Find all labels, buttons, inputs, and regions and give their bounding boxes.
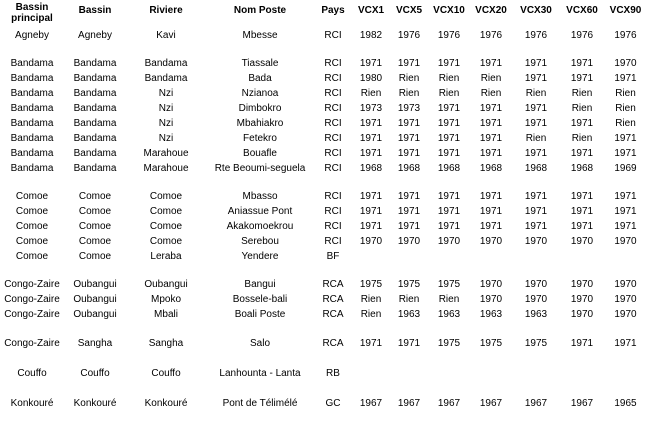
header-cell: Nom Poste xyxy=(233,5,287,16)
table-cell: 1968 xyxy=(437,163,461,174)
table-cell: Rien xyxy=(615,118,636,129)
table-cell: 1975 xyxy=(479,338,503,349)
table-cell: RCA xyxy=(322,294,344,305)
table-cell: Congo-Zaire xyxy=(4,338,60,349)
table-cell: Marahoue xyxy=(143,163,189,174)
table-cell: Rien xyxy=(615,88,636,99)
table-cell: 1971 xyxy=(397,118,421,129)
table-cell: 1970 xyxy=(614,279,637,290)
table-cell: 1971 xyxy=(570,206,594,217)
table-row xyxy=(0,57,647,71)
table-cell: Serebou xyxy=(241,236,279,247)
table-cell: Mbesse xyxy=(242,30,278,41)
table-cell: 1971 xyxy=(479,148,503,159)
header-cell: VCX60 xyxy=(566,5,598,16)
table-cell xyxy=(390,367,428,381)
table-cell: Rien xyxy=(438,294,460,305)
table-cell: 1971 xyxy=(479,221,503,232)
table-cell: RCI xyxy=(324,206,342,217)
table-row xyxy=(0,205,647,219)
table-cell: 1971 xyxy=(524,221,548,232)
table-cell: BF xyxy=(326,251,340,262)
table-cell: RCI xyxy=(324,73,342,84)
table-cell: 1971 xyxy=(614,191,637,202)
table-cell: Sangha xyxy=(148,338,184,349)
table-cell: Rien xyxy=(398,294,420,305)
table-cell: Rien xyxy=(615,103,636,114)
table-cell: 1971 xyxy=(437,58,461,69)
table-cell: 1970 xyxy=(437,236,461,247)
table-cell: 1976 xyxy=(570,30,594,41)
table-cell: Bouafle xyxy=(243,148,277,159)
header-cell: VCX5 xyxy=(395,5,423,16)
table-cell: Bandama xyxy=(73,103,117,114)
table-cell: 1968 xyxy=(570,163,594,174)
table-cell: 1971 xyxy=(524,191,548,202)
table-cell: 1975 xyxy=(437,279,461,290)
table-row xyxy=(0,235,647,249)
table-cell: 1971 xyxy=(397,58,421,69)
table-row xyxy=(0,337,647,351)
table-cell: Bandama xyxy=(144,58,188,69)
table-cell: Konkouré xyxy=(144,398,188,409)
table-cell: 1976 xyxy=(524,30,548,41)
header-cell: VCX20 xyxy=(475,5,507,16)
table-cell: 1971 xyxy=(479,118,503,129)
table-row xyxy=(0,162,647,176)
table-cell: 1971 xyxy=(437,148,461,159)
table-cell xyxy=(604,250,647,264)
table-cell: 1971 xyxy=(397,133,421,144)
table-cell: 1969 xyxy=(614,163,637,174)
table-cell: 1967 xyxy=(570,398,594,409)
table-cell: Pont de Télimélé xyxy=(222,398,298,409)
table-cell xyxy=(428,367,470,381)
table-cell xyxy=(352,250,390,264)
table-cell: Couffo xyxy=(17,368,47,379)
table-cell: 1971 xyxy=(437,206,461,217)
table-cell: 1971 xyxy=(479,103,503,114)
table-cell: 1970 xyxy=(570,294,594,305)
table-cell: Comoe xyxy=(149,206,183,217)
table-cell: Comoe xyxy=(78,221,112,232)
table-cell: Bandama xyxy=(10,88,54,99)
table-cell: 1971 xyxy=(614,206,637,217)
table-cell: Comoe xyxy=(78,191,112,202)
table-cell: 1970 xyxy=(359,236,383,247)
table-cell: RCA xyxy=(322,279,344,290)
table-cell: 1971 xyxy=(524,58,548,69)
table-cell: RCI xyxy=(324,163,342,174)
table-cell xyxy=(604,367,647,381)
table-cell: 1975 xyxy=(437,338,461,349)
table-cell: 1970 xyxy=(397,236,421,247)
table-cell: Marahoue xyxy=(143,148,189,159)
table-cell: Congo-Zaire xyxy=(4,294,60,305)
table-cell: Rien xyxy=(438,73,460,84)
table-cell: 1975 xyxy=(524,338,548,349)
table-cell: 1970 xyxy=(479,279,503,290)
table-cell: Tiassale xyxy=(241,58,279,69)
table-cell xyxy=(512,250,560,264)
header-cell: Pays xyxy=(321,5,345,16)
table-row xyxy=(0,117,647,131)
table-cell: Couffo xyxy=(80,368,110,379)
table-cell: Comoe xyxy=(78,206,112,217)
header-cell: Riviere xyxy=(149,5,183,16)
table-row xyxy=(0,293,647,307)
table-cell: 1970 xyxy=(524,236,548,247)
table-cell: Rien xyxy=(480,73,502,84)
table-row xyxy=(0,72,647,86)
table-cell: 1970 xyxy=(524,294,548,305)
table-cell: Comoe xyxy=(78,236,112,247)
table-cell: 1971 xyxy=(437,133,461,144)
table-cell: Rien xyxy=(398,73,420,84)
table-cell: Salo xyxy=(249,338,270,349)
table-cell: Comoe xyxy=(149,221,183,232)
table-cell: RCI xyxy=(324,58,342,69)
table-cell: Leraba xyxy=(150,251,182,262)
table-cell: 1970 xyxy=(570,279,594,290)
header-bassin-principal-line1: Bassin xyxy=(15,2,49,13)
table-cell xyxy=(470,367,512,381)
table-cell: 1971 xyxy=(359,133,383,144)
table-row xyxy=(0,102,647,116)
table-cell: Oubangui xyxy=(73,309,117,320)
table-cell: Bandama xyxy=(10,133,54,144)
table-cell: 1965 xyxy=(614,398,637,409)
table-cell: Bandama xyxy=(73,73,117,84)
table-cell: 1970 xyxy=(614,309,637,320)
table-cell: Comoe xyxy=(15,191,49,202)
table-cell: 1970 xyxy=(479,236,503,247)
table-cell: Lanhounta - Lanta xyxy=(219,368,301,379)
table-cell: Rien xyxy=(398,88,420,99)
table-cell: Rien xyxy=(525,88,547,99)
table-row xyxy=(0,29,647,43)
table-cell: Bandama xyxy=(73,118,117,129)
table-row xyxy=(0,278,647,292)
table-cell: Mbali xyxy=(154,309,178,320)
table-cell: 1971 xyxy=(479,206,503,217)
table-cell: 1973 xyxy=(397,103,421,114)
table-cell: 1971 xyxy=(359,148,383,159)
table-cell: Comoe xyxy=(149,236,183,247)
table-cell: 1963 xyxy=(524,309,548,320)
table-cell: 1976 xyxy=(437,30,461,41)
table-cell: 1971 xyxy=(570,191,594,202)
table-cell: 1963 xyxy=(397,309,421,320)
table-cell: 1970 xyxy=(614,294,637,305)
table-cell: 1963 xyxy=(479,309,503,320)
header-cell: VCX30 xyxy=(520,5,552,16)
table-cell: 1970 xyxy=(524,279,548,290)
table-cell: 1971 xyxy=(359,118,383,129)
table-row xyxy=(0,147,647,161)
table-cell: RCI xyxy=(324,103,342,114)
table-cell: RCI xyxy=(324,221,342,232)
table-cell: Mpoko xyxy=(150,294,181,305)
table-cell: 1971 xyxy=(614,73,637,84)
table-cell: 1971 xyxy=(570,118,594,129)
table-cell: 1970 xyxy=(614,236,637,247)
table-cell xyxy=(560,367,604,381)
table-cell: Couffo xyxy=(151,368,181,379)
table-cell: 1968 xyxy=(359,163,383,174)
table-cell: Bandama xyxy=(10,103,54,114)
table-cell: 1971 xyxy=(524,103,548,114)
table-cell: 1971 xyxy=(359,338,383,349)
table-cell: 1971 xyxy=(479,133,503,144)
table-cell: 1971 xyxy=(524,148,548,159)
table-cell: Rien xyxy=(571,103,593,114)
table-cell: RCI xyxy=(324,30,342,41)
table-cell: Konkouré xyxy=(10,398,54,409)
table-cell: 1975 xyxy=(397,279,421,290)
table-cell: 1971 xyxy=(570,338,594,349)
table-cell: 1971 xyxy=(397,191,421,202)
table-cell: Bandama xyxy=(10,163,54,174)
table-cell: 1971 xyxy=(524,118,548,129)
table-cell xyxy=(512,367,560,381)
table-cell: Nzi xyxy=(158,88,174,99)
table-cell: Comoe xyxy=(15,221,49,232)
table-cell: Sangha xyxy=(77,338,113,349)
table-cell: Bandama xyxy=(10,73,54,84)
table-cell: 1967 xyxy=(437,398,461,409)
table-row xyxy=(0,397,647,411)
table-cell: Bandama xyxy=(73,58,117,69)
table-cell: Rien xyxy=(360,294,382,305)
table-cell: 1970 xyxy=(570,309,594,320)
table-cell xyxy=(560,250,604,264)
header-bassin-principal xyxy=(0,2,64,26)
table-cell: Fetekro xyxy=(243,133,277,144)
table-cell: 1971 xyxy=(479,191,503,202)
header-bassin-principal-line2: principal xyxy=(11,13,53,24)
table-cell: 1971 xyxy=(614,221,637,232)
header-row xyxy=(0,2,647,24)
table-cell: Bandama xyxy=(73,88,117,99)
table-cell: Agneby xyxy=(15,30,49,41)
table-cell: Boali Poste xyxy=(234,309,286,320)
table-cell: 1967 xyxy=(479,398,503,409)
table-cell: RCA xyxy=(322,338,344,349)
table-cell: 1976 xyxy=(479,30,503,41)
table-cell: RCI xyxy=(324,88,342,99)
table-cell: RCI xyxy=(324,118,342,129)
table-cell: Akakomoekrou xyxy=(226,221,294,232)
table-cell: Oubangui xyxy=(73,294,117,305)
table-cell: 1971 xyxy=(570,73,594,84)
table-cell: Mbasso xyxy=(242,191,278,202)
table-cell: Aniassue Pont xyxy=(227,206,293,217)
table-cell: Rien xyxy=(525,133,547,144)
table-cell: Nzi xyxy=(158,133,174,144)
table-cell: 1971 xyxy=(359,58,383,69)
table-cell: Rien xyxy=(571,88,593,99)
table-cell: Yendere xyxy=(241,251,279,262)
table-cell: 1971 xyxy=(397,148,421,159)
table-cell: 1976 xyxy=(614,30,637,41)
table-cell: RCI xyxy=(324,148,342,159)
table-cell: 1971 xyxy=(570,58,594,69)
table-row xyxy=(0,87,647,101)
table-cell: 1971 xyxy=(359,221,383,232)
table-cell: 1971 xyxy=(524,73,548,84)
table-cell: 1971 xyxy=(359,191,383,202)
table-cell: Kavi xyxy=(156,30,176,41)
table-cell xyxy=(470,250,512,264)
table-cell: Konkouré xyxy=(73,398,117,409)
table-cell: 1971 xyxy=(437,191,461,202)
table-cell: Nzi xyxy=(158,118,174,129)
table-cell: 1971 xyxy=(570,221,594,232)
table-cell: 1967 xyxy=(359,398,383,409)
table-cell: Dimbokro xyxy=(238,103,282,114)
table-cell: Bangui xyxy=(244,279,276,290)
table-cell: Rien xyxy=(571,133,593,144)
table-cell: Bandama xyxy=(73,133,117,144)
table-cell: 1973 xyxy=(359,103,383,114)
table-cell: 1971 xyxy=(397,338,421,349)
table-cell: 1967 xyxy=(524,398,548,409)
header-cell: VCX10 xyxy=(433,5,465,16)
table-cell: Bandama xyxy=(10,118,54,129)
table-cell: RCA xyxy=(322,309,344,320)
table-cell: 1970 xyxy=(570,236,594,247)
table-cell: Bandama xyxy=(73,163,117,174)
table-cell: 1971 xyxy=(397,221,421,232)
table-cell: RCI xyxy=(324,236,342,247)
table-cell: Nzianoa xyxy=(241,88,279,99)
table-cell xyxy=(390,250,428,264)
table-cell: Oubangui xyxy=(73,279,117,290)
table-cell: RCI xyxy=(324,191,342,202)
table-cell: 1980 xyxy=(359,73,383,84)
table-cell: 1976 xyxy=(397,30,421,41)
table-cell: Bandama xyxy=(10,148,54,159)
table-cell: Mbahiakro xyxy=(236,118,284,129)
table-cell: 1963 xyxy=(437,309,461,320)
table-cell: Agneby xyxy=(78,30,112,41)
table-cell: 1971 xyxy=(437,103,461,114)
table-cell: Congo-Zaire xyxy=(4,309,60,320)
table-cell: Congo-Zaire xyxy=(4,279,60,290)
table-cell: 1968 xyxy=(397,163,421,174)
table-cell: 1975 xyxy=(359,279,383,290)
table-cell: Comoe xyxy=(15,236,49,247)
table-row xyxy=(0,367,647,381)
table-cell: 1971 xyxy=(397,206,421,217)
table-cell: Bossele-bali xyxy=(232,294,288,305)
table-cell: RB xyxy=(326,368,340,379)
table-cell: 1970 xyxy=(614,58,637,69)
table-cell: Rte Beoumi-seguela xyxy=(214,163,306,174)
table-row xyxy=(0,308,647,322)
table-cell: Comoe xyxy=(15,206,49,217)
table-cell: Comoe xyxy=(78,251,112,262)
table-cell: GC xyxy=(325,398,341,409)
table-cell: Bandama xyxy=(73,148,117,159)
table-cell: 1982 xyxy=(359,30,383,41)
table-cell: 1971 xyxy=(614,338,637,349)
table-cell: RCI xyxy=(324,133,342,144)
table-cell: 1971 xyxy=(479,58,503,69)
header-cell: VCX90 xyxy=(609,5,642,16)
table-cell: 1971 xyxy=(614,133,637,144)
table-cell: 1971 xyxy=(570,148,594,159)
table-cell: 1967 xyxy=(397,398,421,409)
table-cell: Rien xyxy=(360,88,382,99)
table-cell: 1971 xyxy=(614,148,637,159)
table-row xyxy=(0,250,647,264)
header-cell: VCX1 xyxy=(357,5,385,16)
table-row xyxy=(0,220,647,234)
table-cell: Bada xyxy=(248,73,272,84)
table-cell xyxy=(428,250,470,264)
header-cell: Bassin xyxy=(78,5,112,16)
table-cell: Rien xyxy=(480,88,502,99)
table-row xyxy=(0,190,647,204)
table-cell: Oubangui xyxy=(144,279,188,290)
table-cell: Bandama xyxy=(144,73,188,84)
table-cell: 1968 xyxy=(524,163,548,174)
table-cell xyxy=(352,367,390,381)
table-row xyxy=(0,132,647,146)
table-cell: Comoe xyxy=(15,251,49,262)
table-cell: 1968 xyxy=(479,163,503,174)
table-cell: 1971 xyxy=(359,206,383,217)
table-cell: Comoe xyxy=(149,191,183,202)
table-cell: 1971 xyxy=(437,221,461,232)
table-cell: Rien xyxy=(360,309,382,320)
table-cell: 1970 xyxy=(479,294,503,305)
table-cell: 1971 xyxy=(437,118,461,129)
table-cell: Nzi xyxy=(158,103,174,114)
table-cell: Rien xyxy=(438,88,460,99)
table-cell: 1971 xyxy=(524,206,548,217)
table-cell: Bandama xyxy=(10,58,54,69)
